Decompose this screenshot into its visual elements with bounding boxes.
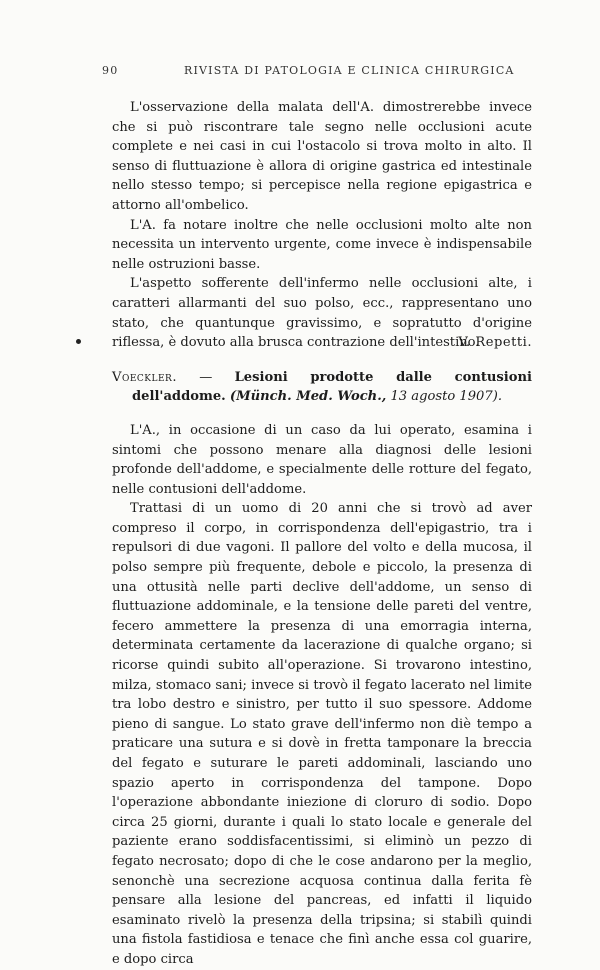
- running-title: RIVISTA DI PATOLOGIA E CLINICA CHIRURGICA: [184, 64, 515, 77]
- page-body: [112, 98, 532, 970]
- author-signature: V. Repetti.: [458, 335, 532, 351]
- page-number: 90: [102, 64, 119, 77]
- paragraph: Trattasi di un uomo di 20 anni che si trovò ad aver compreso il corpo, in corrispondenza dell'epigastrio, tra i repulsori di due vagoni. Il pallore del volto e della mucosa, il polso sempre più frequente, debole e piccolo, la presenza di una ottusità nelle parti declive dell'addome, un senso di fluttuazione addominale, e la tensione delle pareti del ventre, fecero ammettere la presenza di una emorragia interna, determinata certamente da lacerazione di qualche organo; si ricorse quindi subito all'operazione. Si trovarono intestino, milza, stomaco sani; invece si trovò il fegato lacerato nel limite tra lobo destro e sinistro, per tutto il suo spessore. Addome pieno di sangue. Lo stato grave dell'infermo non diè tempo a praticare una sutura e si dovè in fretta tamponare la breccia del fegato e suturare le pareti addominali, lasciando uno spazio aperto in corrispondenza del tampone. Dopo l'operazione abbondante iniezione di cloruro di sodio. Dopo circa 25 giorni, durante i quali lo stato locale e generale del paziente erano soddisfacentissimi, si eliminò un pezzo di fegato necrosato; dopo di che le cose andarono per la meglio, senonchè una secrezione acquosa continua dalla ferita fè pensare alla lesione del pancreas, ed infatti il liquido esaminato rivelò la presenza della tripsina; si stabilì quindi una fistola fastidiosa e tenace che finì anche essa col guarire, e dopo circa: [112, 501, 532, 967]
- article-heading: [112, 368, 532, 407]
- paragraph-text: L'aspetto sofferente dell'infermo nelle occlusioni alte, i caratteri allarmanti del suo polso, ecc., rappresentano uno stato, che quantunque gravissimo, e sopratutto d'origine riflessa, è dovuto alla brusca contrazione dell'intestino.: [112, 276, 532, 351]
- heading-dash: —: [177, 369, 235, 385]
- citation-date: 13 agosto 1907).: [386, 389, 502, 405]
- article-title: Lesioni prodotte dalle contusioni dell'addome.: [132, 369, 532, 405]
- paragraph: L'osservazione della malata dell'A. dimostrerebbe invece che si può riscontrare tale segno nelle occlusioni acute complete e nei casi in cui l'ostacolo si trova molto in alto. Il senso di fluttuazione è allora di origine gastrica ed intestinale nello stesso tempo; si percepisce nella regione epigastrica e attorno all'ombelico.: [112, 100, 532, 213]
- paragraph: L'A., in occasione di un caso da lui operato, esamina i sintomi che possono menare alla diagnosi delle lesioni profonde dell'addome, e specialmente delle rotture del fegato, nelle contusioni dell'addome.: [112, 422, 532, 497]
- paragraph: L'A. fa notare inoltre che nelle occlusioni molto alte non necessita un intervento urgente, come invece è indispensabile nelle ostruzioni basse.: [112, 217, 532, 272]
- article-author: Voeckler.: [112, 369, 177, 385]
- margin-dot-mark: [76, 339, 81, 344]
- spacer: [112, 407, 532, 421]
- journal-name: (Münch. Med. Woch.,: [229, 389, 387, 405]
